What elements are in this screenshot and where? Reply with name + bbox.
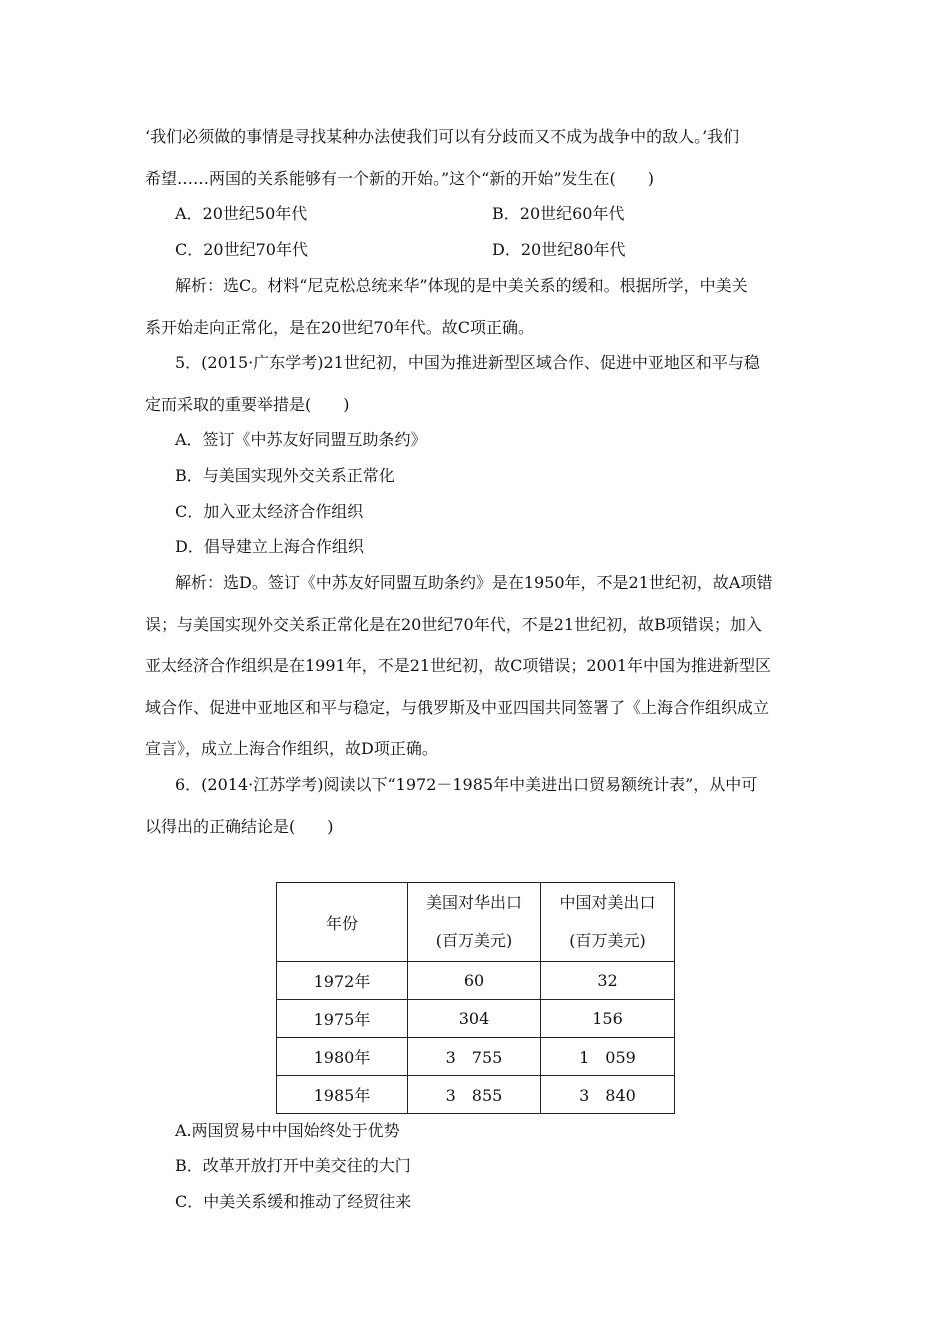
cell-us: 304 xyxy=(408,1000,541,1038)
q5-analysis-line3: 亚太经济合作组织是在1991年，不是21世纪初，故C项错误；2001年中国为推进新型区 xyxy=(145,656,772,675)
table-row xyxy=(277,1076,675,1114)
q5-analysis-line1: 解析：选D。签订《中苏友好同盟互助条约》是在1950年，不是21世纪初，故A项错 xyxy=(175,573,773,592)
q5-option-c: C．加入亚太经济合作组织 xyxy=(175,502,364,521)
table-header-row xyxy=(277,883,675,962)
q5-stem-line1: 5．(2015·广东学考)21世纪初，中国为推进新型区域合作、促进中亚地区和平与稳 xyxy=(175,353,760,372)
q6-stem-line1: 6．(2014·江苏学考)阅读以下“1972－1985年中美进出口贸易额统计表”，从中可 xyxy=(175,775,758,794)
q4-stem-line2: 希望……两国的关系能够有一个新的开始。”这个“新的开始”发生在( ) xyxy=(145,169,655,188)
q5-analysis-line2: 误；与美国实现外交关系正常化是在20世纪70年代，不是21世纪初，故B项错误；加入 xyxy=(145,615,762,634)
q6-option-a: A.两国贸易中中国始终处于优势 xyxy=(175,1121,400,1140)
table-row xyxy=(277,1000,675,1038)
header-year: 年份 xyxy=(277,883,408,962)
header-us-line2: (百万美元) xyxy=(435,931,513,950)
cell-cn: 3 840 xyxy=(541,1076,675,1114)
header-us-line1: 美国对华出口 xyxy=(425,893,522,912)
cell-cn: 1 059 xyxy=(541,1038,675,1076)
cell-year: 1985年 xyxy=(277,1076,408,1114)
q5-stem-line2: 定而采取的重要举措是( ) xyxy=(145,395,350,414)
q5-analysis-line4: 域合作、促进中亚地区和平与稳定，与俄罗斯及中亚四国共同签署了《上海合作组织成立 xyxy=(145,698,770,717)
q4-analysis-line1: 解析：选C。材料“尼克松总统来华”体现的是中美关系的缓和。根据所学，中美关 xyxy=(175,276,748,295)
header-cn-line1: 中国对美出口 xyxy=(559,893,656,912)
q5-option-a: A．签订《中苏友好同盟互助条约》 xyxy=(175,430,427,449)
q5-analysis-line5: 宣言》，成立上海合作组织，故D项正确。 xyxy=(145,739,438,758)
q4-analysis-line2: 系开始走向正常化，是在20世纪70年代。故C项正确。 xyxy=(145,318,534,337)
q5-option-d: D．倡导建立上海合作组织 xyxy=(175,537,364,556)
q6-option-c: C．中美关系缓和推动了经贸往来 xyxy=(175,1192,412,1211)
cell-cn: 32 xyxy=(541,962,675,1000)
q4-option-b: B．20世纪60年代 xyxy=(492,204,625,223)
table-row xyxy=(277,1038,675,1076)
header-cn-export xyxy=(541,883,675,962)
cell-cn: 156 xyxy=(541,1000,675,1038)
q6-option-b: B．改革开放打开中美交往的大门 xyxy=(175,1156,411,1175)
q5-option-b: B．与美国实现外交关系正常化 xyxy=(175,466,395,485)
q4-option-a: A．20世纪50年代 xyxy=(175,204,308,223)
header-cn-line2: (百万美元) xyxy=(569,931,646,950)
q4-option-d: D．20世纪80年代 xyxy=(492,240,626,259)
q6-stem-line2: 以得出的正确结论是( ) xyxy=(145,817,334,836)
trade-table xyxy=(276,882,675,1114)
table-row xyxy=(277,962,675,1000)
q4-option-c: C．20世纪70年代 xyxy=(175,240,308,259)
q4-stem-line1: ‘我们必须做的事情是寻找某种办法使我们可以有分歧而又不成为战争中的敌人。’我们 xyxy=(145,127,740,146)
cell-us: 3 755 xyxy=(408,1038,541,1076)
header-us-export xyxy=(408,883,541,962)
cell-year: 1975年 xyxy=(277,1000,408,1038)
cell-year: 1980年 xyxy=(277,1038,408,1076)
cell-us: 60 xyxy=(408,962,541,1000)
cell-year: 1972年 xyxy=(277,962,408,1000)
cell-us: 3 855 xyxy=(408,1076,541,1114)
